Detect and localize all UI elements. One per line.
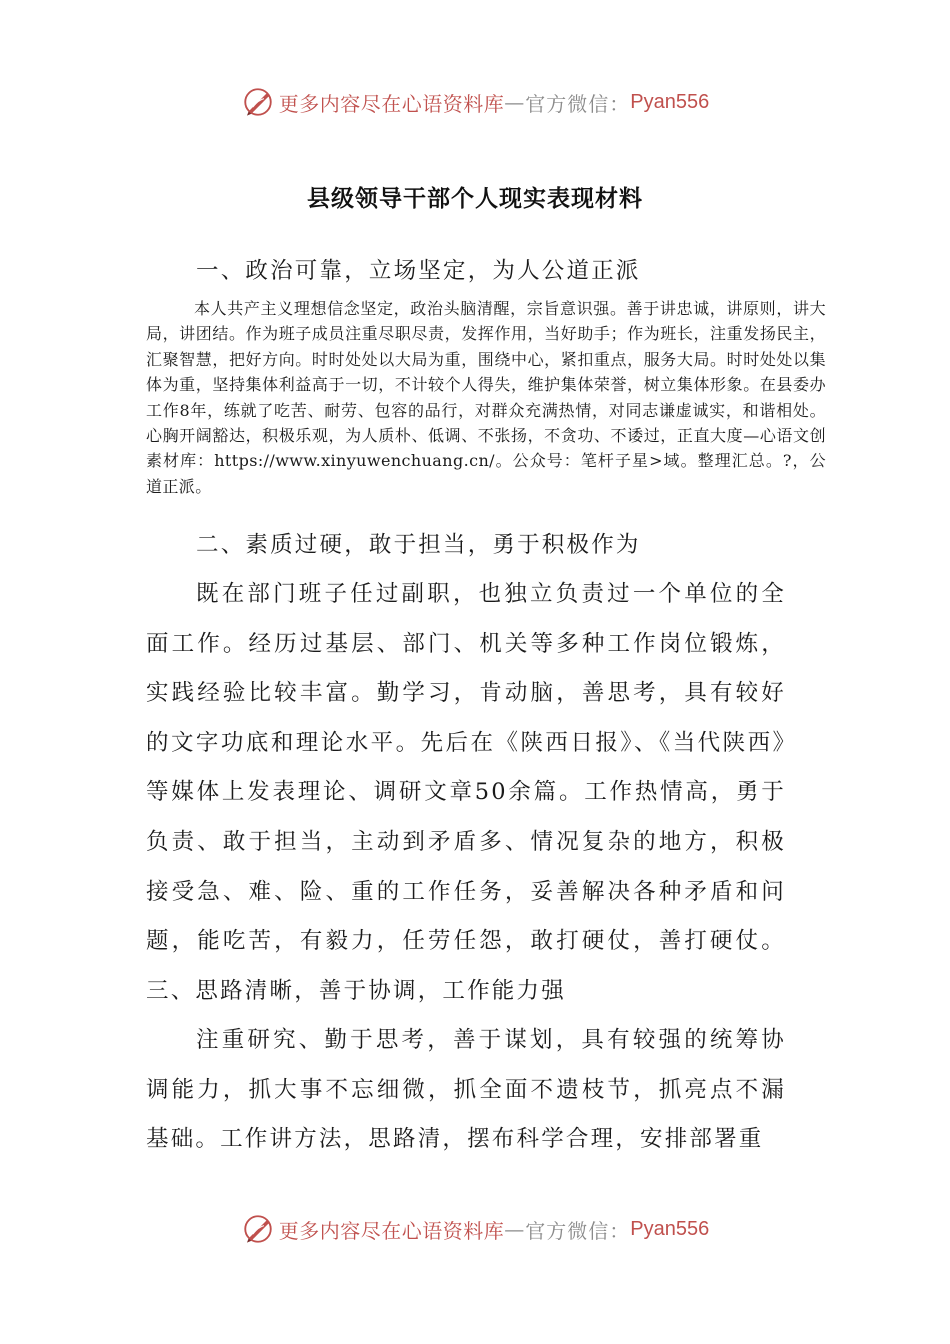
watermark-dash: —	[504, 1217, 526, 1241]
watermark-brand-text: 更多内容尽在心语资料库	[278, 1218, 505, 1243]
watermark-wechat-id: Pyan556	[630, 90, 710, 113]
watermark-wechat-id: Pyan556	[630, 1217, 710, 1240]
watermark-footer	[0, 1207, 950, 1251]
pen-logo-icon	[241, 85, 275, 119]
section-body-2: 既在部门班子任过副职，也独立负责过一个单位的全面工作。经历过基层、部门、机关等多种工作岗位锻炼，实践经验比较丰富。勤学习，肯动脑，善思考，具有较好的文字功底和理论水平。先后在《陕西日报》、《当代陕西》等媒体上发表理论、调研文章50余篇。工作热情高，勇于负责、敢于担当，主动到矛盾多、情况复杂的地方，积极接受急、难、险、重的工作任务，妥善解决各种矛盾和问题，能吃苦，有毅力，任劳任怨，敢打硬仗，善打硬仗。三、思路清晰，善于协调，工作能力强	[146, 581, 786, 1004]
watermark-wechat-label: 官方微信：	[525, 91, 631, 116]
document-title: 县级领导干部个人现实表现材料	[307, 186, 643, 212]
section-heading-2: 二、素质过硬，敢于担当，勇于积极作为	[196, 532, 641, 558]
watermark-dash: —	[504, 90, 526, 114]
section-heading-1: 一、政治可靠，立场坚定，为人公道正派	[196, 258, 641, 284]
pen-logo-icon	[241, 1212, 275, 1246]
section-body-1: 本人共产主义理想信念坚定，政治头脑清醒，宗旨意识强。善于讲忠诚，讲原则，讲大局，讲团结。作为班子成员注重尽职尽责，发挥作用，当好助手；作为班长，注重发扬民主，汇聚智慧，把好方向。时时处处以大局为重，围绕中心，紧扣重点，服务大局。时时处处以集体为重，坚持集体利益高于一切，不计较个人得失，维护集体荣誉，树立集体形象。在县委办工作8年，练就了吃苦、耐劳、包容的品行，对群众充满热情，对同志谦虚诚实，和谐相处。心胸开阔豁达，积极乐观，为人质朴、低调、不张扬，不贪功、不诿过，正直大度—心语文创素材库：https://www.xinyuwenchuang.cn/。公众号：笔杆子星>域。整理汇总。?，公道正派。	[146, 299, 826, 496]
watermark-brand-text: 更多内容尽在心语资料库	[278, 91, 505, 116]
section-body-3: 注重研究、勤于思考，善于谋划，具有较强的统筹协调能力，抓大事不忘细微，抓全面不遗枝节，抓亮点不漏基础。工作讲方法，思路清，摆布科学合理，安排部署重	[146, 1027, 786, 1153]
watermark-wechat-label: 官方微信：	[525, 1218, 631, 1243]
watermark-header	[0, 80, 950, 124]
